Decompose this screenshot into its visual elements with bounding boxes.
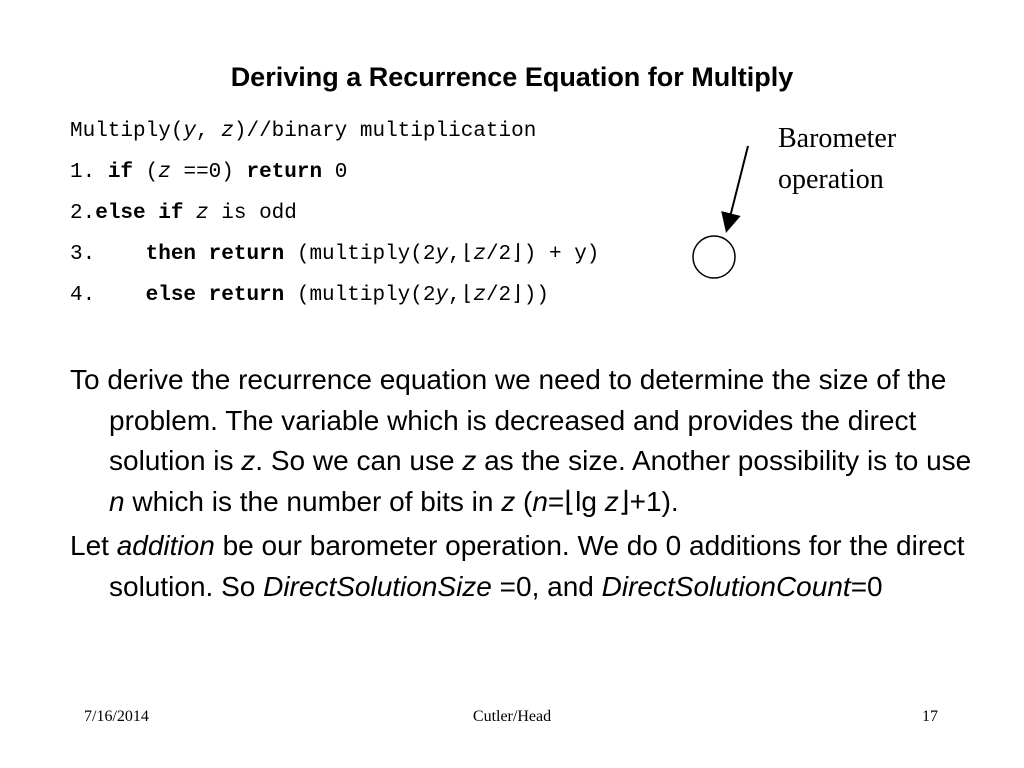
code-text: Multiply( xyxy=(70,120,184,143)
text-run: be our barometer operation. We do 0 additions for the direct solution. So xyxy=(109,530,965,602)
text-run: =⌊lg xyxy=(547,485,605,517)
code-text: (multiply(2 xyxy=(284,243,436,266)
code-line-1 xyxy=(70,158,347,188)
line-number: 4. xyxy=(70,284,146,307)
keyword: else if xyxy=(95,202,184,225)
italic-term: DirectSolutionSize xyxy=(263,570,492,602)
footer-author: Cutler/Head xyxy=(472,708,552,725)
paragraph-size-of-problem xyxy=(70,360,975,522)
body-text xyxy=(70,360,975,611)
code-text xyxy=(183,202,196,225)
annotation-line-1: Barometer xyxy=(778,123,897,154)
line-number: 2. xyxy=(70,202,96,225)
code-var: y xyxy=(435,284,449,307)
slide-title: Deriving a Recurrence Equation for Multiply xyxy=(230,62,794,92)
code-text: (multiply(2 xyxy=(284,284,436,307)
italic-term: DirectSolutionCount xyxy=(601,570,851,602)
code-var: z xyxy=(196,202,209,225)
text-run: ( xyxy=(515,485,533,517)
italic-var: n xyxy=(109,485,125,517)
code-text: ==0) xyxy=(170,161,247,184)
keyword: else return xyxy=(145,284,285,307)
code-text: )//binary multiplication xyxy=(233,120,537,143)
code-line-4 xyxy=(70,281,549,311)
text-run: as the size. Another possibility is to use xyxy=(476,445,972,476)
code-var: z xyxy=(221,120,234,143)
text-run: =0, and xyxy=(491,570,602,602)
code-text: is odd xyxy=(208,202,297,225)
code-text: /2⌋)) xyxy=(485,284,550,307)
italic-var: z xyxy=(501,485,516,517)
code-var: y xyxy=(435,243,449,266)
arrow-line xyxy=(727,146,748,229)
keyword: if xyxy=(107,161,134,184)
text-run: . So we can use xyxy=(255,445,463,476)
italic-var: z xyxy=(241,445,256,476)
text-run: =0 xyxy=(850,570,883,602)
code-text: ,⌊ xyxy=(448,243,474,266)
italic-var: z xyxy=(604,485,619,517)
annotation-line-2: operation xyxy=(778,164,884,195)
barometer-annotation xyxy=(778,118,896,200)
code-text: /2⌋) + y) xyxy=(485,243,600,266)
footer-date: 7/16/2014 xyxy=(84,708,149,725)
text-run: ⌋+1). xyxy=(618,485,679,517)
code-line-3 xyxy=(70,240,599,270)
code-var: z xyxy=(473,284,486,307)
line-number: 3. xyxy=(70,243,146,266)
code-line-signature xyxy=(70,117,536,147)
text-run: To derive the recurrence equation we need to determine the size of the problem. The variable which is decreased and provides the direct solution is xyxy=(70,364,947,476)
code-var: z xyxy=(473,243,486,266)
code-var: y xyxy=(183,120,197,143)
footer-page-number: 17 xyxy=(922,708,938,725)
italic-var: n xyxy=(532,485,548,517)
code-text: 0 xyxy=(322,161,348,184)
italic-term: addition xyxy=(116,530,215,561)
paragraph-barometer xyxy=(70,526,975,607)
code-text: , xyxy=(196,120,222,143)
text-run: which is the number of bits in xyxy=(124,485,502,517)
plus-highlight-circle xyxy=(693,236,735,278)
italic-var: z xyxy=(462,445,477,476)
code-line-2 xyxy=(70,199,297,229)
keyword: then return xyxy=(145,243,285,266)
code-text: ,⌊ xyxy=(448,284,474,307)
code-var: z xyxy=(158,161,171,184)
text-run: Let xyxy=(70,530,117,561)
code-text: ( xyxy=(133,161,159,184)
line-number: 1. xyxy=(70,161,108,184)
keyword: return xyxy=(246,161,323,184)
